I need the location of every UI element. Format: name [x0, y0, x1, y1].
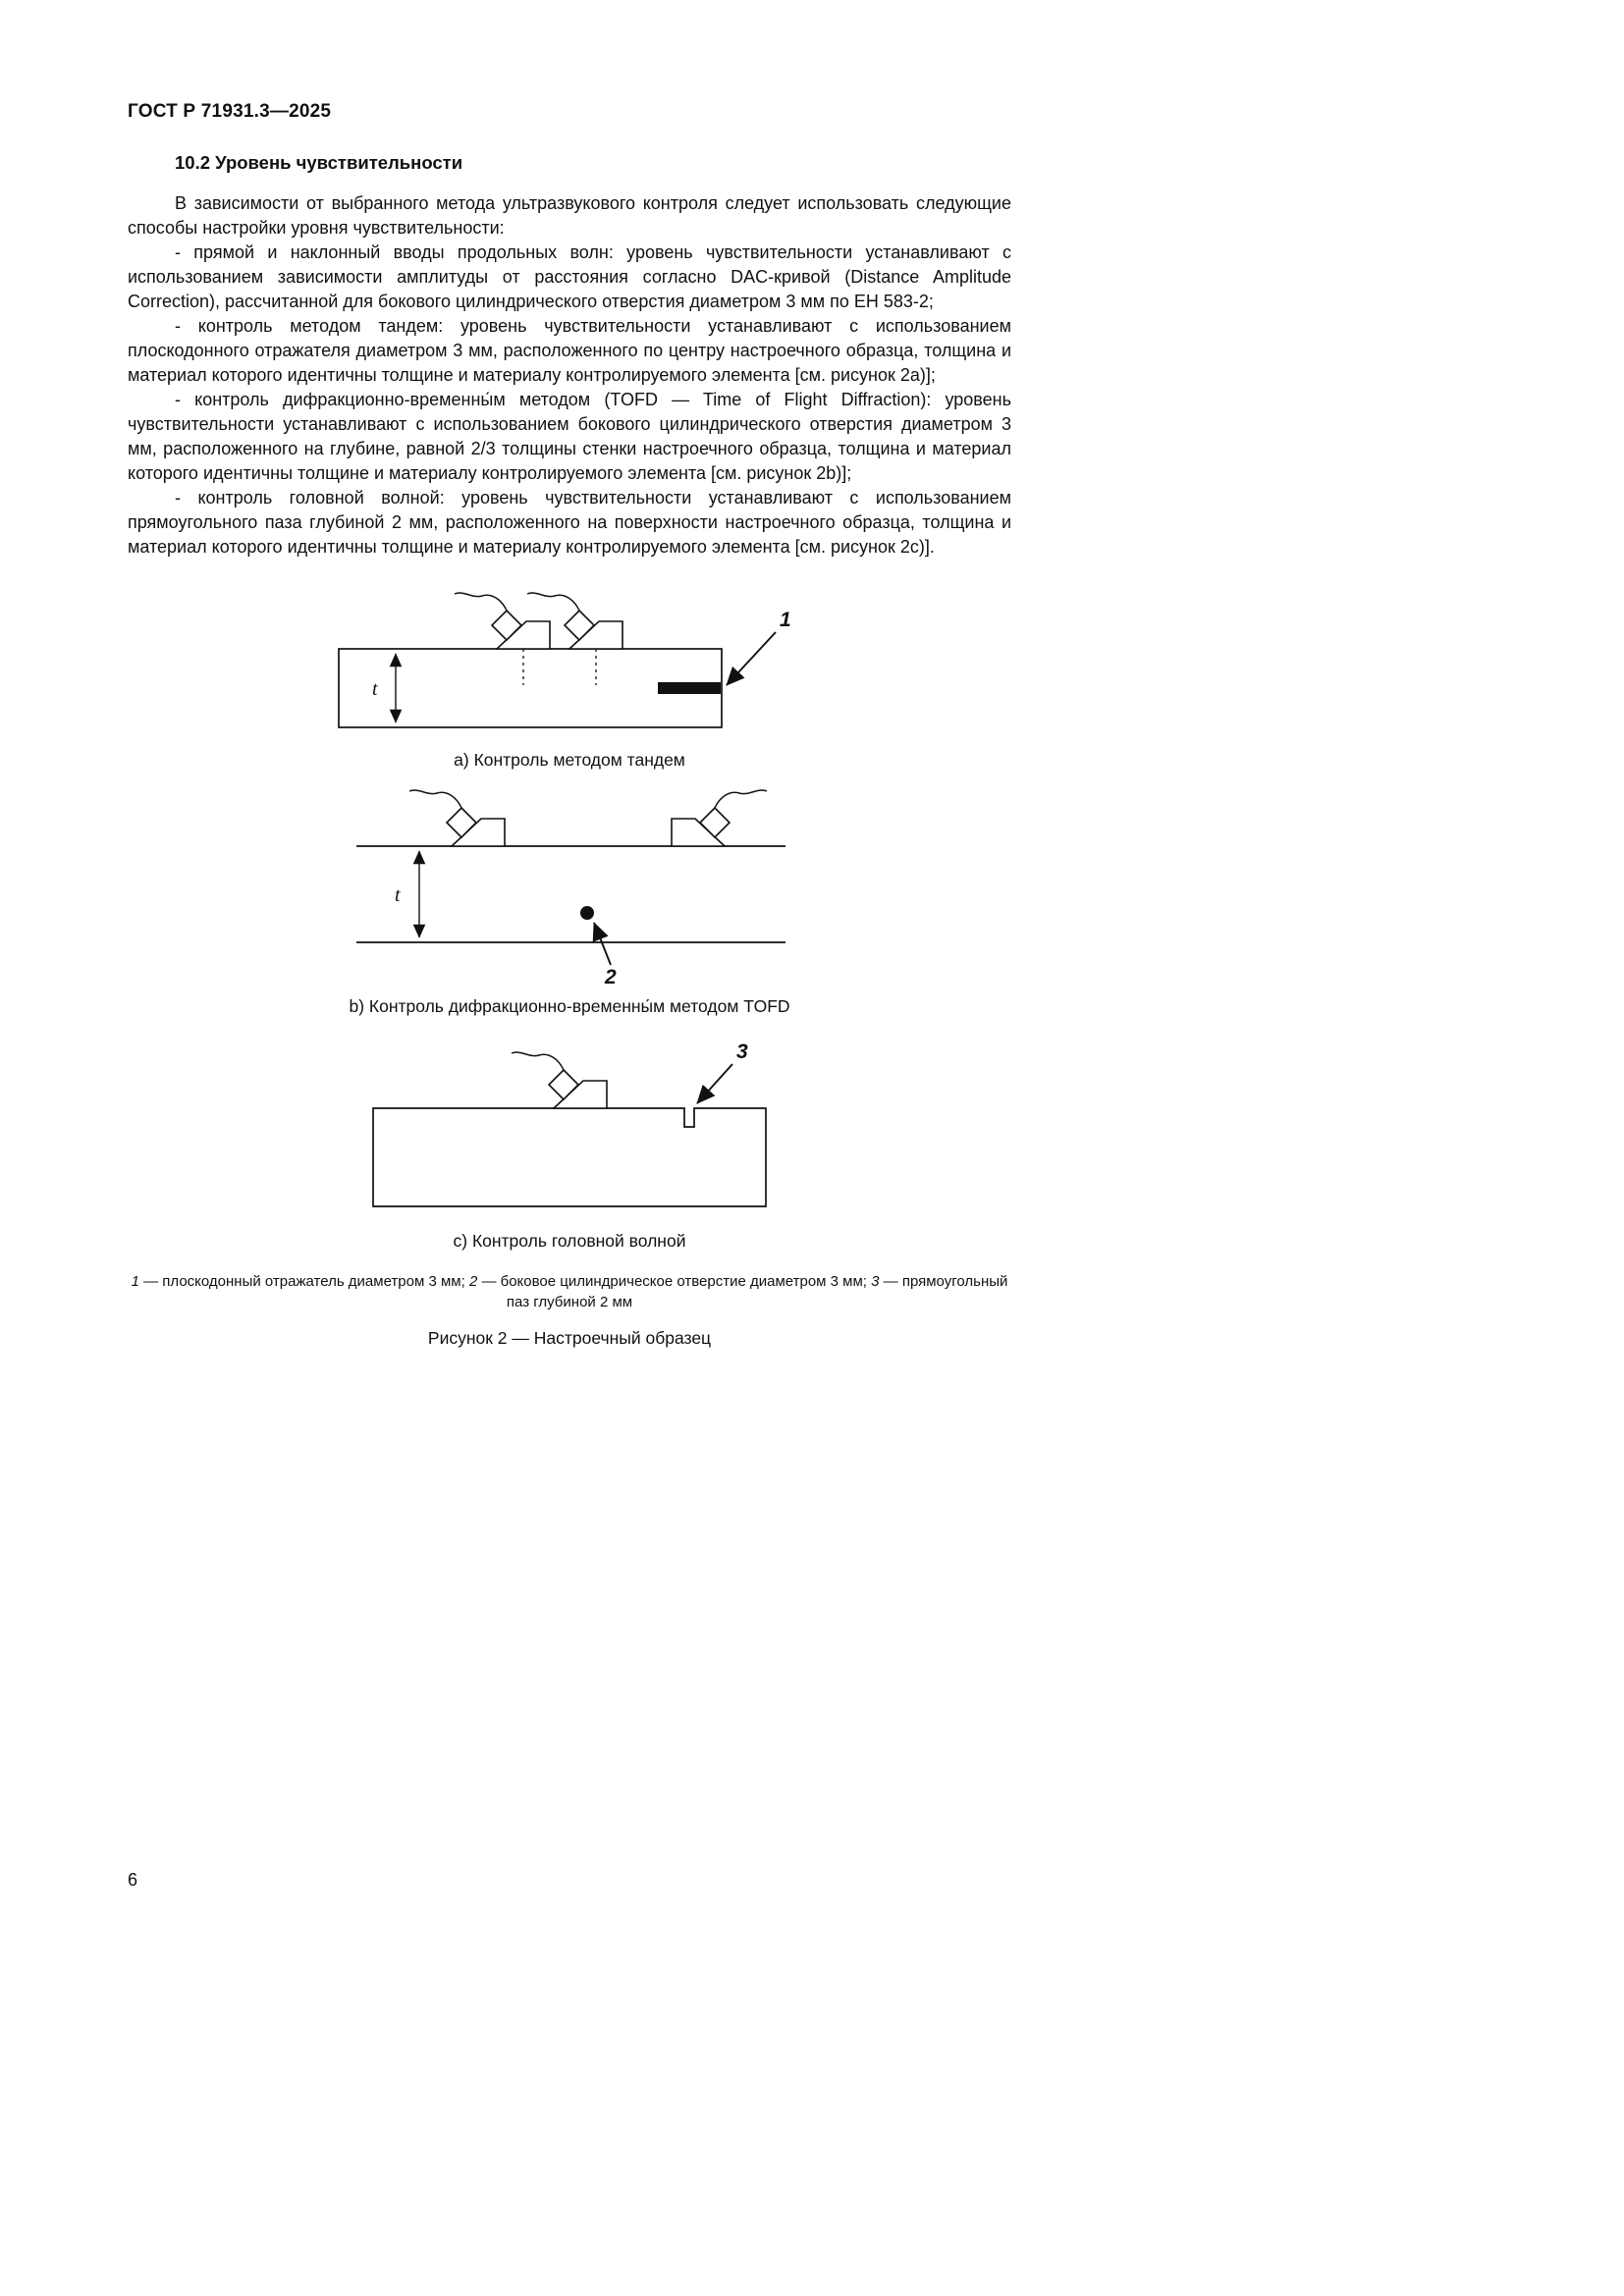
leader-arrow-3 [697, 1064, 732, 1103]
figure-title: Рисунок 2 — Настроечный образец [427, 1328, 712, 1348]
figure-legend [128, 1271, 1011, 1312]
bullet-item: - контроль головной волной: уровень чувствительности устанавливают с использованием прямоугольного паза глубиной 2 мм, расположенного на поверхности настроечного образца, толщина и материал которого идентичны толщине и материалу контролируемого элемента [см. рисунок 2с)]. [128, 488, 1011, 557]
side-drilled-hole-dot [580, 906, 594, 920]
ref-label-1: 1 [780, 609, 791, 631]
page-number: 6 [128, 1870, 138, 1890]
leader-arrow-1 [727, 632, 776, 685]
bullet-item: - контроль дифракционно-временны́м методом (TOFD — Time of Flight Diffraction): уровень чувствительности устанавливают с использованием бокового цилиндрического отверстия диаметром 3 мм, расположенного на глубине, равной 2/3 толщины стенки настроечного образца, толщина и материал которого идентичны толщине и материалу контролируемого элемента [см. рисунок 2b)]; [128, 390, 1011, 483]
content-column [128, 0, 1011, 1349]
probe-icon [455, 593, 550, 649]
bullet-item: - прямой и наклонный вводы продольных волн: уровень чувствительности устанавливают с использованием зависимости амплитуды от расстояния согласно DAC-кривой (Distance Amplitude Correction), рассчитанной для бокового цилиндрического отверстия диаметром 3 мм по ЕН 583-2; [128, 242, 1011, 311]
flat-bottom-reflector-bar [658, 682, 721, 694]
leader-arrow-2 [594, 923, 611, 965]
probe-icon [512, 1052, 607, 1108]
figure-b-caption: b) Контроль дифракционно-временны́м методом TOFD [349, 996, 790, 1016]
bullet-item: - контроль методом тандем: уровень чувствительности устанавливают с использованием плоскодонного отражателя диаметром 3 мм, расположенного по центру настроечного образца, толщина и материал которого идентичны толщине и материалу контролируемого элемента [см. рисунок 2а)]; [128, 316, 1011, 385]
figure-a-caption: а) Контроль методом тандем [454, 750, 685, 770]
legend-item-number: 1 [131, 1273, 139, 1290]
legend-item-number: 3 [871, 1273, 880, 1290]
figure-c-caption: с) Контроль головной волной [453, 1231, 686, 1251]
legend-item-text: — плоскодонный отражатель диаметром 3 мм; [138, 1273, 469, 1290]
intro-paragraph: В зависимости от выбранного метода ультразвукового контроля следует использовать следующие способы настройки уровня чувствительности: [128, 193, 1011, 238]
legend-item-text: — боковое цилиндрическое отверстие диаметром 3 мм; [477, 1273, 872, 1290]
document-header: ГОСТ Р 71931.3—2025 [128, 101, 332, 122]
figure-a-diagram [128, 565, 1011, 742]
legend-item-number: 2 [468, 1273, 478, 1290]
figure-b-diagram [128, 782, 1011, 988]
legend-item-text: — прямоугольный паз глубиной 2 мм [506, 1273, 1008, 1310]
ref-label-3: 3 [736, 1041, 748, 1063]
test-block-with-notch [373, 1108, 766, 1206]
figure-c-diagram [128, 1027, 1011, 1223]
thickness-label: t [395, 884, 401, 906]
thickness-label: t [372, 678, 378, 700]
probe-icon [672, 790, 767, 846]
ref-label-2: 2 [605, 966, 617, 988]
probe-icon [409, 790, 505, 846]
section-title: 10.2 Уровень чувствительности [175, 152, 463, 173]
